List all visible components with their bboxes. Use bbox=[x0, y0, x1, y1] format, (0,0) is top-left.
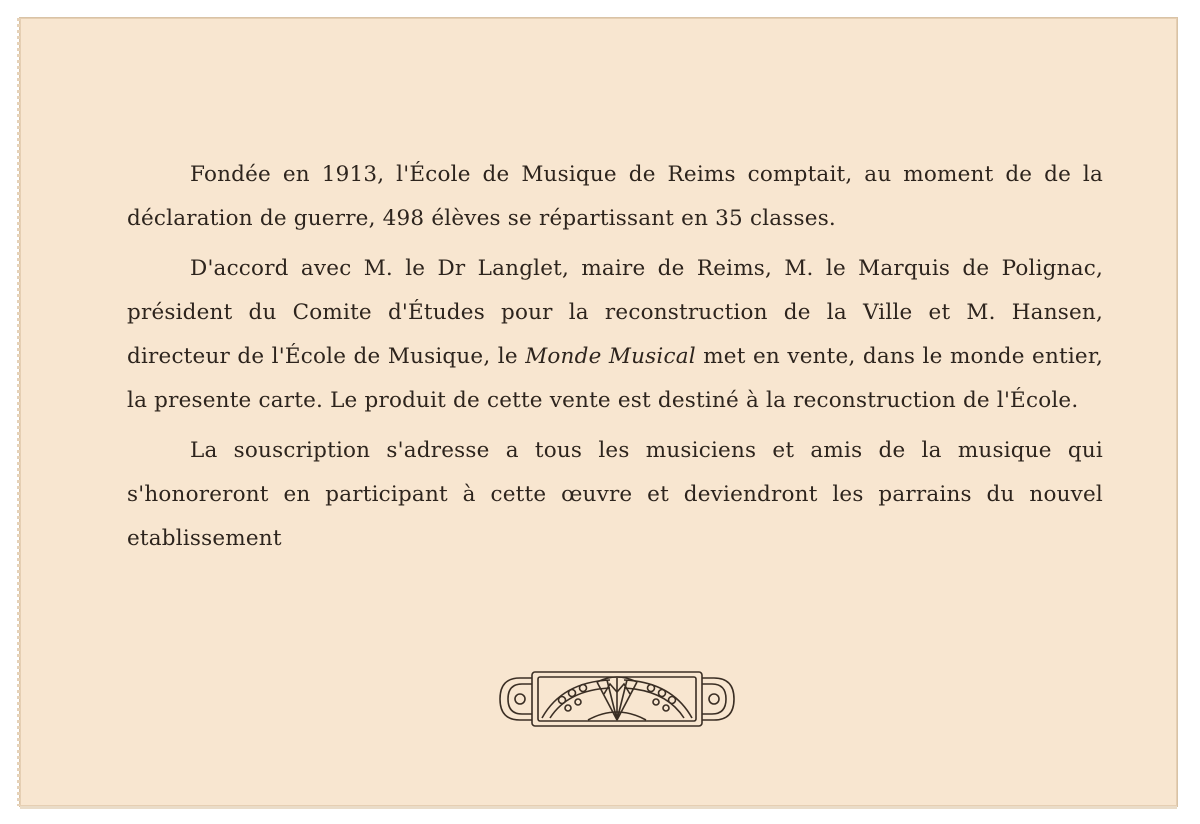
postcard bbox=[20, 18, 1177, 806]
paragraph-founding-text: Fondée en 1913, l'École de Musique de Reims comptait, au moment de de la déclaration de guerre, 498 élèves se répartissant en 35 classes. bbox=[127, 162, 1103, 231]
text-block bbox=[127, 153, 1103, 561]
paragraph-founding bbox=[127, 153, 1103, 241]
art-deco-fan-ornament-icon bbox=[492, 664, 742, 734]
paragraph-agreement bbox=[127, 247, 1103, 423]
monde-musical-title: Monde Musical bbox=[525, 344, 696, 369]
paragraph-subscription-text: La souscription s'adresse a tous les musiciens et amis de la musique qui s'honoreront en participant à cette œuvre et deviendront les parrains du nouvel etablissement bbox=[127, 438, 1103, 551]
paragraph-agreement-text-1: D'accord avec M. le Dr Langlet, maire de Reims, M. le Marquis de Polignac, président du Comite d'Études pour la reconstruction de la Ville et M. Hansen, directeur de l'École de Musique, le bbox=[127, 256, 1103, 369]
paragraph-agreement-text-2: met en vente, dans le monde entier, la presente carte. Le produit de cette vente est destiné à la reconstruction de l'École. bbox=[127, 344, 1103, 413]
paragraph-subscription bbox=[127, 429, 1103, 561]
